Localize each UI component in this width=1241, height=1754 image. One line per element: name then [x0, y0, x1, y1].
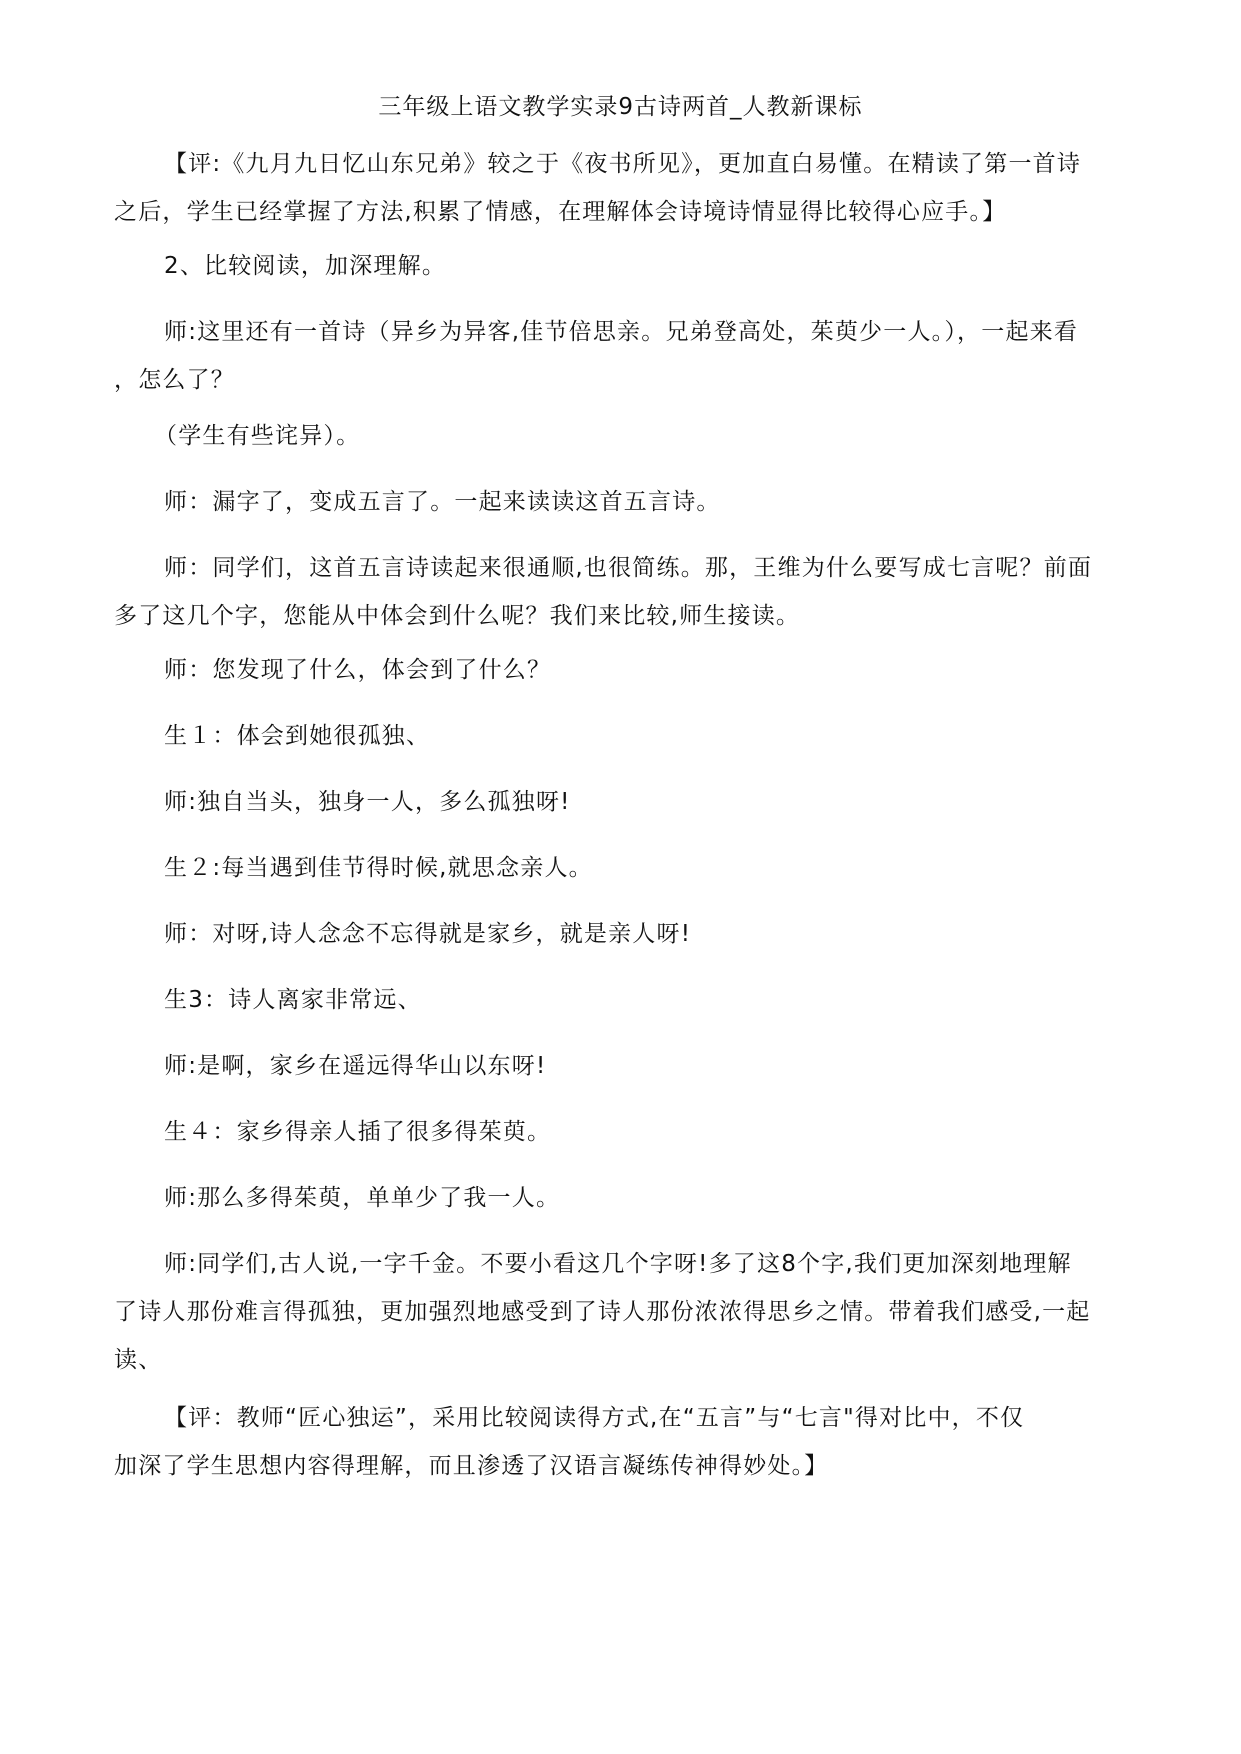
document-title: 三年级上语文教学实录9古诗两首_人教新课标 [378, 94, 863, 120]
paragraph-student [114, 976, 1124, 1024]
paragraph-teacher [114, 1240, 1124, 1384]
paragraph-teacher [114, 910, 1124, 958]
paragraph-line: 2、比较阅读，加深理解。 [164, 253, 447, 279]
paragraph-teacher [114, 544, 1124, 640]
paragraph-line: 多了这几个字，您能从中体会到什么呢？我们来比较,师生接读。 [114, 603, 801, 629]
paragraph-line: 读、 [114, 1347, 163, 1373]
paragraph-line: 【评:《九月九日忆山东兄弟》较之于《夜书所见》，更加直白易懂。在精读了第一首诗 [164, 151, 1082, 177]
paragraph-line: 师:同学们,古人说,一字千金。不要小看这几个字呀!多了这8个字,我们更加深刻地理解 [164, 1251, 1072, 1277]
paragraph-teacher [114, 778, 1124, 826]
paragraph-line: 了诗人那份难言得孤独，更加强烈地感受到了诗人那份浓浓得思乡之情。带着我们感受,一起 [114, 1299, 1091, 1325]
paragraph-line: 生２:每当遇到佳节得时候,就思念亲人。 [164, 855, 593, 881]
paragraph-student [114, 844, 1124, 892]
paragraph-line: 师:独自当头，独身一人，多么孤独呀! [164, 789, 571, 815]
paragraph-teacher [114, 1042, 1124, 1090]
paragraph-line: 生４：家乡得亲人插了很多得茱萸。 [164, 1119, 552, 1145]
paragraph-teacher [114, 478, 1124, 526]
paragraph-teacher [114, 1174, 1124, 1222]
paragraph-commentary-1 [114, 140, 1124, 236]
paragraph-line: 之后，学生已经掌握了方法,积累了情感，在理解体会诗境诗情显得比较得心应手。】 [114, 199, 1007, 225]
paragraph-line: 师:这里还有一首诗（异乡为异客,佳节倍思亲。兄弟登高处，茱萸少一人。），一起来看 [164, 319, 1079, 345]
paragraph-line: 师：对呀,诗人念念不忘得就是家乡，就是亲人呀! [164, 921, 692, 947]
paragraph-line: 师:是啊，家乡在遥远得华山以东呀! [164, 1053, 547, 1079]
paragraph-student [114, 712, 1124, 760]
paragraph-line: ，怎么了？ [114, 367, 235, 393]
paragraph-line: 生3：诗人离家非常远、 [164, 987, 422, 1013]
paragraph-line: （学生有些诧异）。 [154, 423, 361, 449]
paragraph-line: 师：您发现了什么，体会到了什么？ [164, 657, 552, 683]
paragraph-line: 师：同学们，这首五言诗读起来很通顺,也很简练。那，王维为什么要写成七言呢？前面 [164, 555, 1093, 581]
paragraph-line: 【评：教师“匠心独运”，采用比较阅读得方式,在“五言”与“七言"得对比中，不仅 [164, 1405, 1025, 1431]
paragraph-teacher [114, 308, 1124, 404]
paragraph-teacher [114, 646, 1124, 694]
paragraph-line: 师：漏字了，变成五言了。一起来读读这首五言诗。 [164, 489, 721, 515]
paragraph-stage-note [114, 412, 1124, 460]
paragraph-student [114, 1108, 1124, 1156]
paragraph-line: 生１：体会到她很孤独、 [164, 723, 431, 749]
paragraph-line: 加深了学生思想内容得理解，而且渗透了汉语言凝练传神得妙处。】 [114, 1453, 829, 1479]
paragraph-line: 师:那么多得茱萸，单单少了我一人。 [164, 1185, 561, 1211]
paragraph-commentary-2 [114, 1394, 1124, 1490]
paragraph-section-heading [114, 242, 1124, 290]
